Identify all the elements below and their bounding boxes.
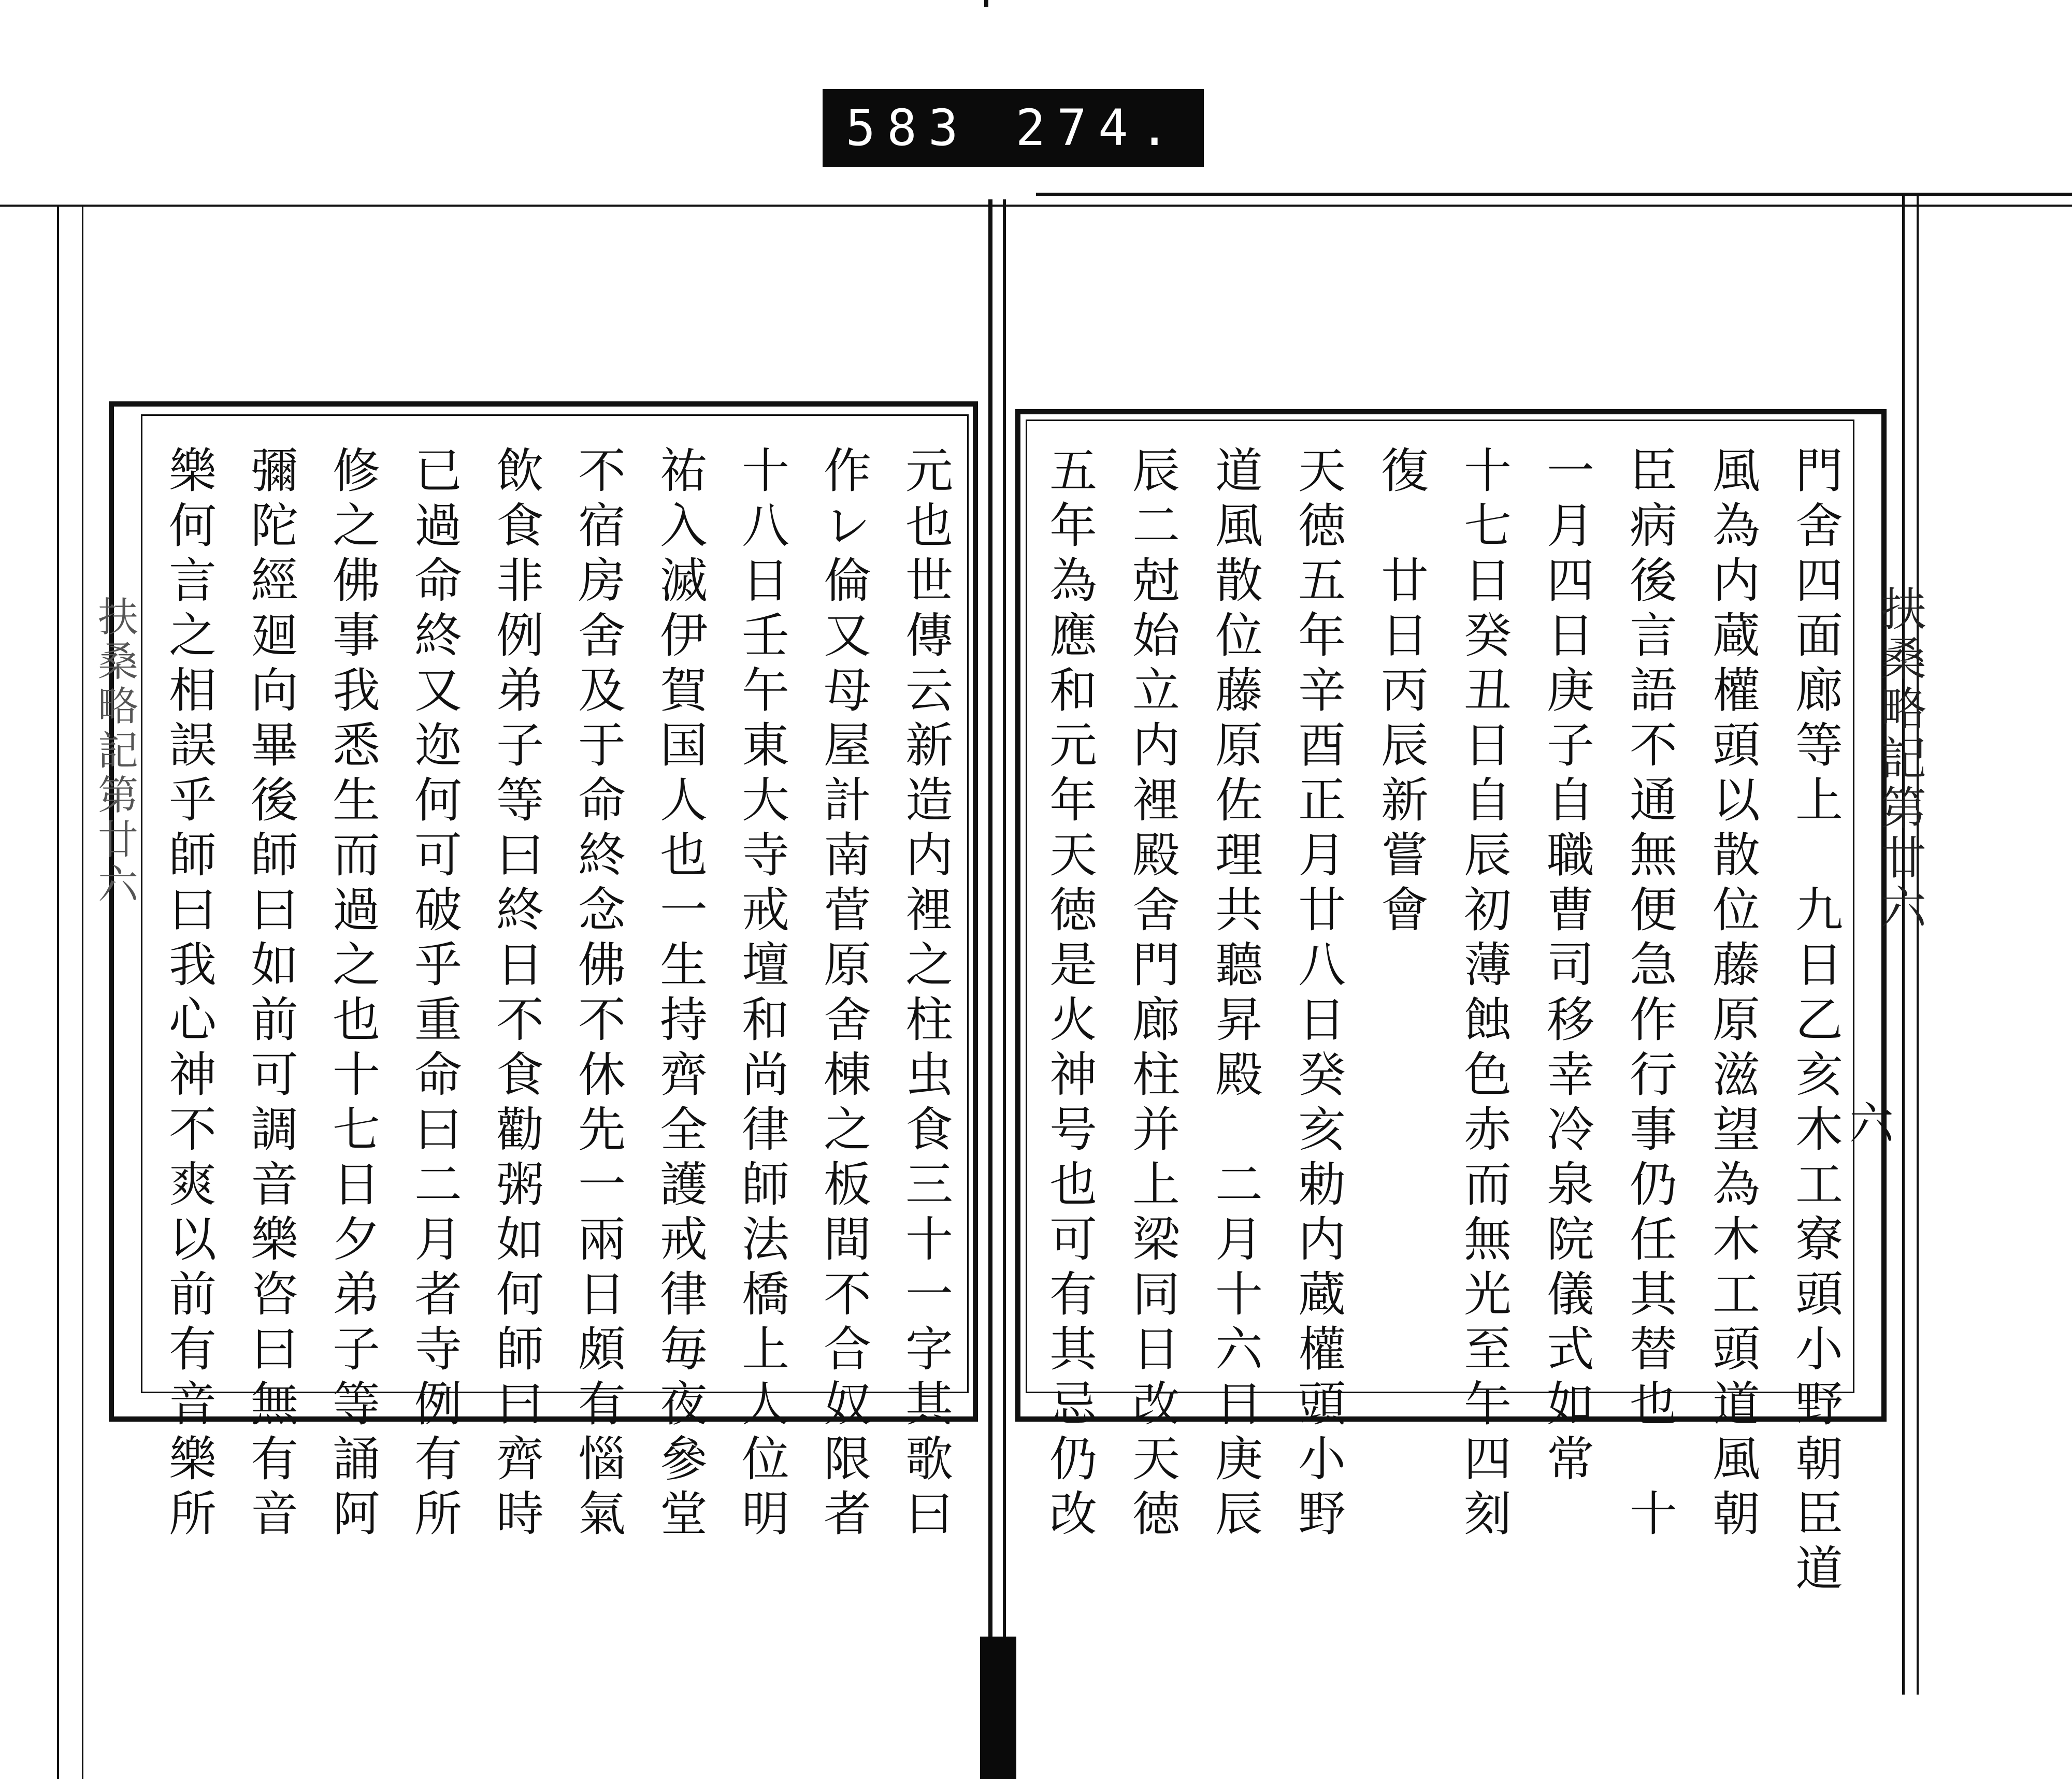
left-edge-line	[57, 205, 59, 1779]
spine-top-mark	[984, 0, 988, 7]
right-edge-line	[1902, 193, 1905, 1695]
right-column-1: 門舍四面廊等上 九日乙亥木工寮頭小野朝臣道	[1788, 445, 1843, 1598]
right-column-10: 五年為應和元年天徳是火神号也可有其忌仍改	[1042, 445, 1097, 1543]
left-page-margin-note: 扶桑略記第廿六	[91, 596, 138, 907]
left-column-8: 修之佛事我悉生而過之也十七日夕弟子等誦阿	[325, 445, 380, 1543]
spine-bottom-block	[980, 1637, 1016, 1779]
right-column-5: 十七日癸丑日自辰初薄蝕色赤而無光至午四刻	[1456, 445, 1512, 1543]
left-column-7: 已過命終又迩何可破乎重命曰二月者寺例有所	[407, 445, 462, 1543]
right-column-2: 風為内蔵權頭以散位藤原滋望為木工頭道風朝	[1705, 445, 1760, 1543]
left-column-6: 飲食非例弟子等曰終日不食勸粥如何師曰齊時	[488, 445, 544, 1543]
right-column-6: 復 廿日丙辰新嘗會	[1373, 445, 1429, 939]
right-column-3: 臣病後言語不通無便急作行事仍任其替也 十	[1622, 445, 1677, 1543]
right-page-header: 扶桑略記第廿六	[1874, 585, 1927, 933]
left-column-10: 樂何言之相誤乎師曰我心神不爽以前有音樂所	[161, 445, 217, 1543]
right-column-7: 天徳五年辛酉正月廿八日癸亥勅内蔵權頭小野	[1290, 445, 1346, 1543]
left-column-5: 不宿房舍及于命終念佛不休先一兩日頗有惱氣	[570, 445, 626, 1543]
left-edge-line-2	[82, 205, 83, 1779]
left-column-9: 彌陀經廻向畢後師曰如前可調音樂咨曰無有音	[243, 445, 298, 1543]
right-edge-line-2	[1917, 193, 1919, 1695]
spine-line-right	[1003, 199, 1006, 1779]
archive-number-label	[823, 89, 1204, 167]
left-column-1: 元也世傳云新造内裡之柱虫食三十一字其歌曰	[898, 445, 953, 1543]
right-column-9: 辰二尅始立内裡殿舍門廊柱并上梁同日改天徳	[1125, 445, 1180, 1543]
left-column-2: 作レ倫又母屋計南菅原舍棟之板間不合奴限者	[816, 445, 871, 1543]
left-column-4: 祐入滅伊賀国人也一生持齊全護戒律毎夜參堂	[652, 445, 708, 1543]
spine-line-left	[988, 199, 992, 1779]
top-scan-line	[0, 205, 2072, 207]
right-page-folio: 六	[1849, 1098, 1894, 1150]
archive-right-number: 274.	[1015, 99, 1181, 157]
left-column-3: 十八日壬午東大寺戒壇和尚律師法橋上人位明	[734, 445, 789, 1543]
archive-left-number: 583	[845, 99, 970, 157]
right-column-8: 道風散位藤原佐理共聽昇殿 二月十六日庚辰	[1207, 445, 1263, 1543]
right-column-4: 一月四日庚子自職曹司移幸冷泉院儀式如常	[1539, 445, 1594, 1488]
